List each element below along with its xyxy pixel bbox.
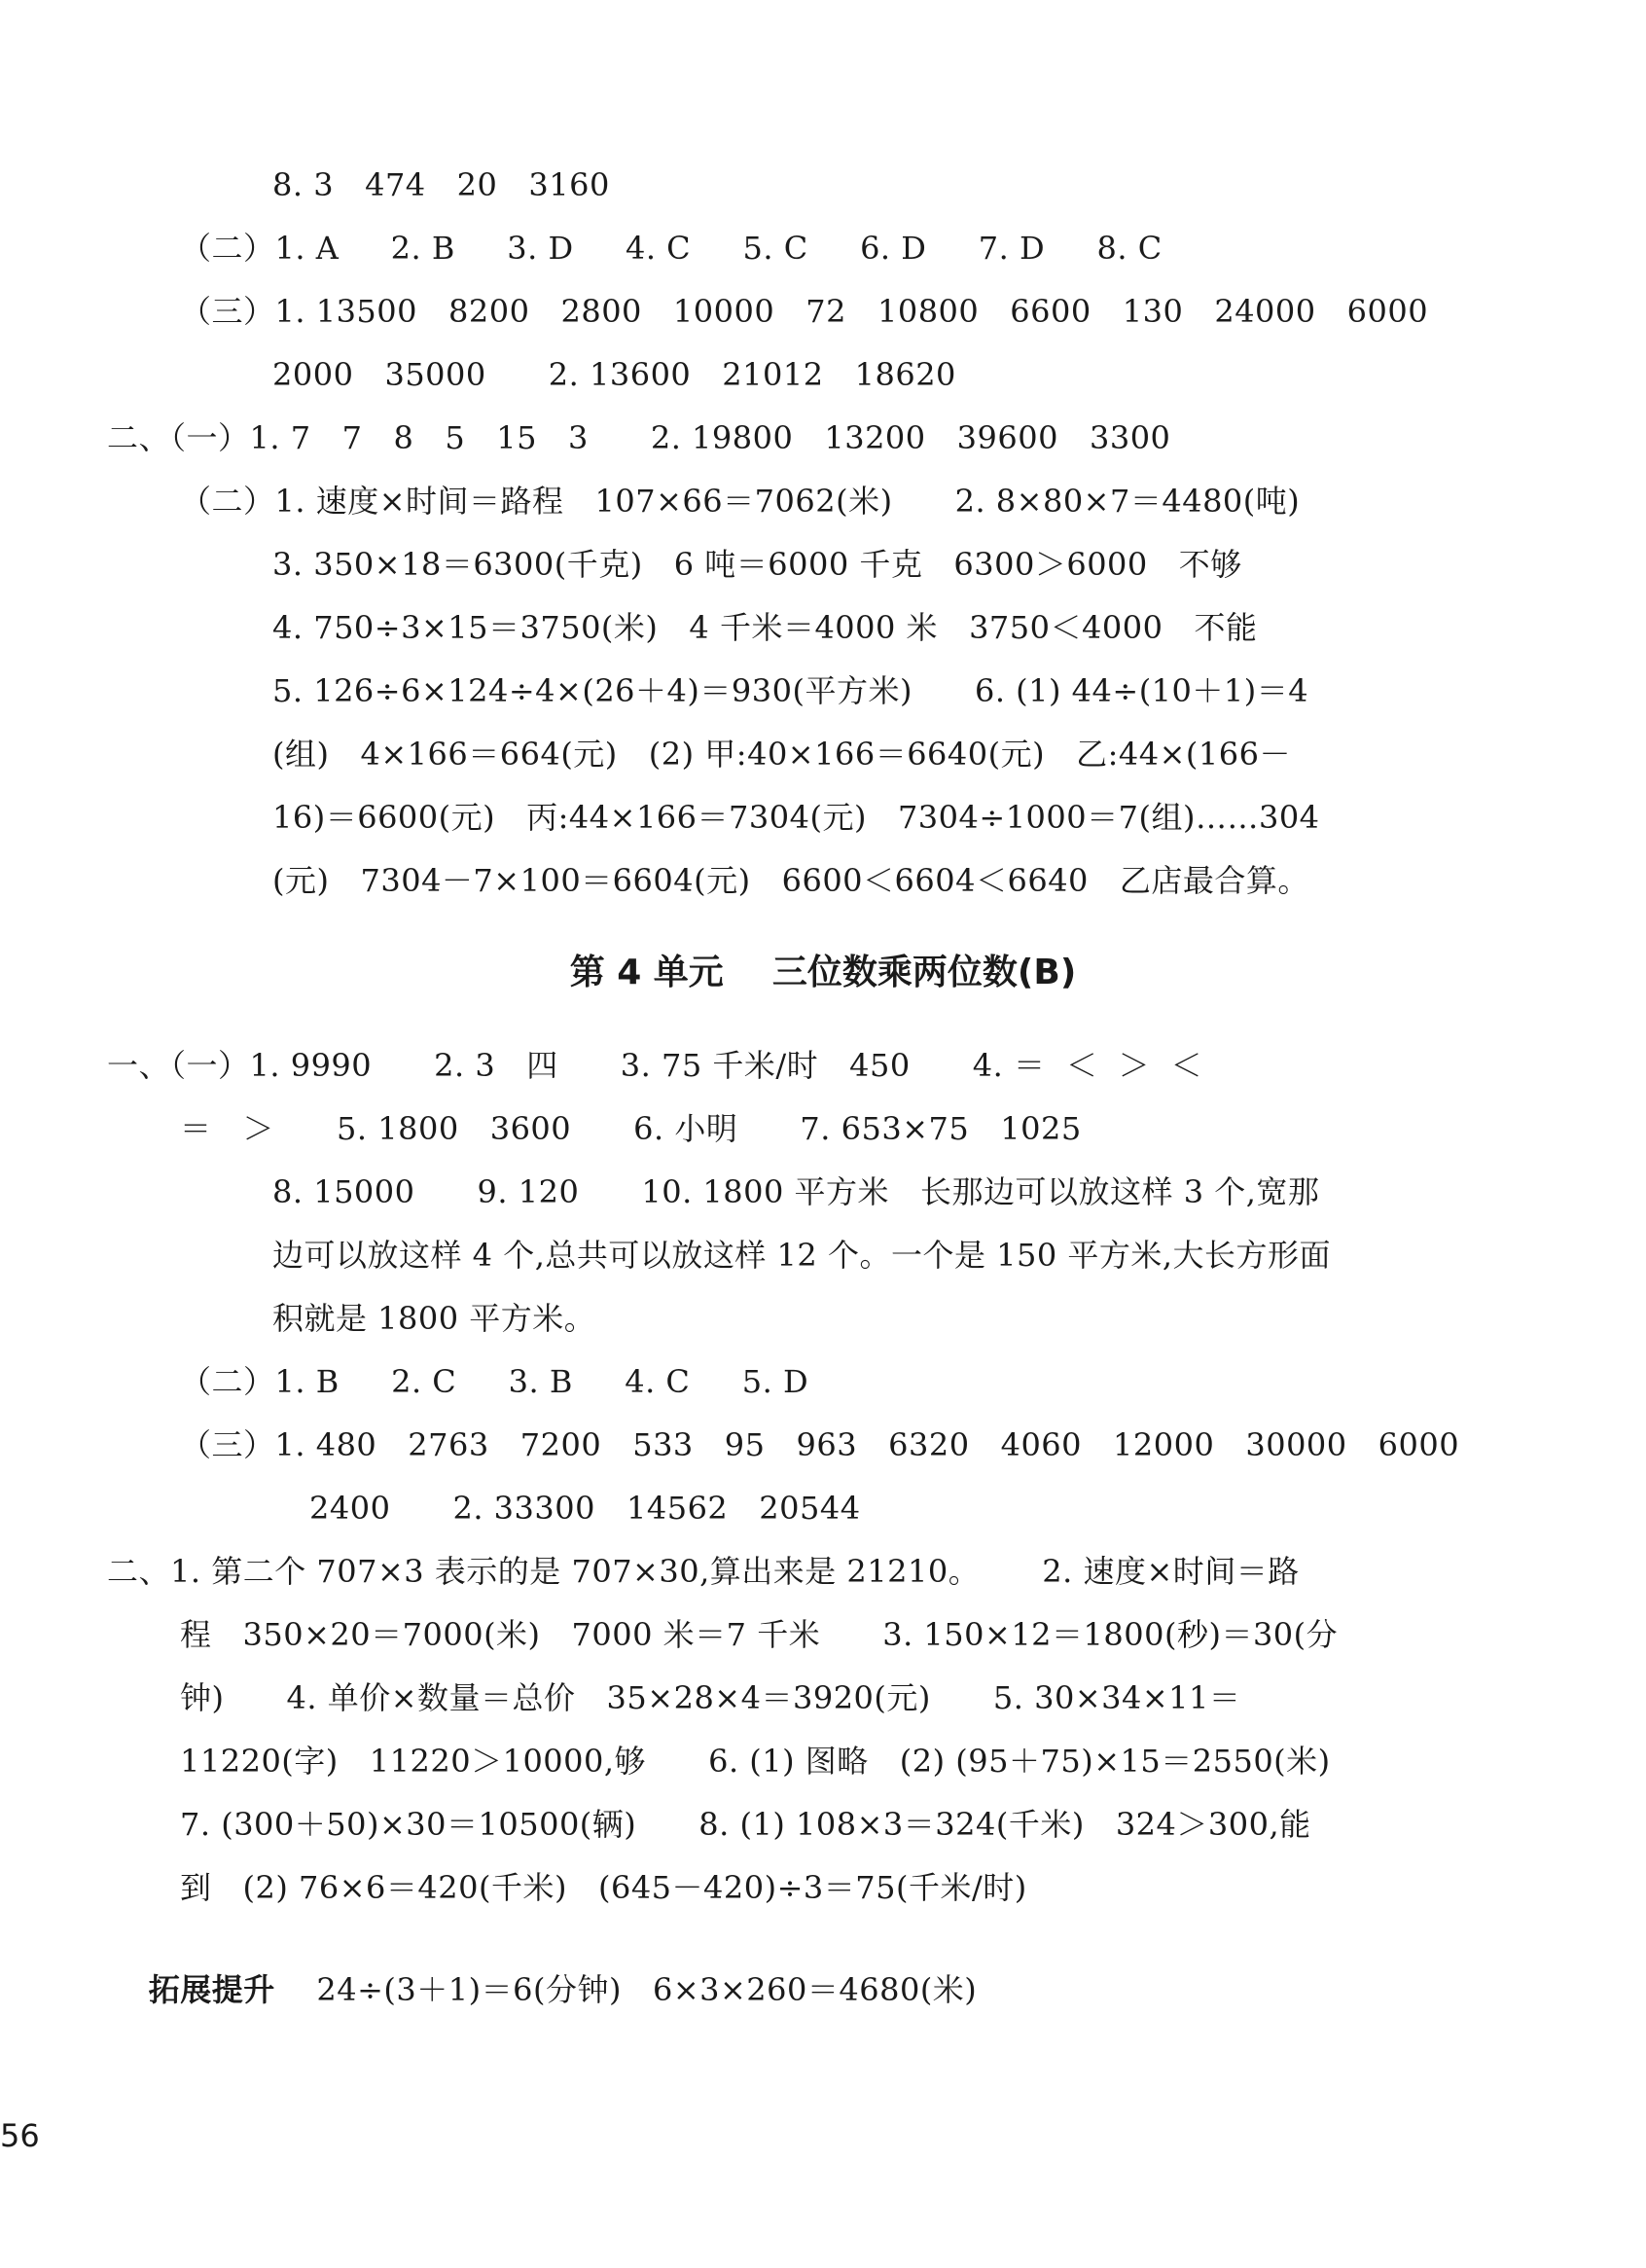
answer-line: （二）1. 速度×时间＝路程 107×66＝7062(米) 2. 8×80×7＝4480(吨) [180,483,1301,520]
answer-line: 3. 350×18＝6300(千克) 6 吨＝6000 千克 6300＞6000 不够 [272,546,1242,583]
answer-line: 二、（一）1. 7 7 8 5 15 3 2. 19800 13200 39600 3300 [107,419,1171,456]
answer-line: （二）1. A 2. B 3. D 4. C 5. C 6. D 7. D 8. C [180,230,1163,267]
answer-line: 11220(字) 11220＞10000,够 6. (1) 图略 (2) (95＋75)×15＝2550(米) [180,1743,1331,1780]
answer-line: （三）1. 480 2763 7200 533 95 963 6320 4060 12000 30000 6000 [180,1426,1460,1463]
answer-line: ＝ ＞ 5. 1800 3600 6. 小明 7. 653×75 1025 [180,1110,1082,1147]
answer-line: 到 (2) 76×6＝420(千米) (645－420)÷3＝75(千米/时) [180,1869,1027,1906]
section-heading: 第 4 单元 三位数乘两位数(B) [569,953,1077,992]
page-number: 56 [0,2117,40,2154]
answer-line: （三）1. 13500 8200 2800 10000 72 10800 6600 130 24000 6000 [180,293,1429,330]
answer-line: （二）1. B 2. C 3. B 4. C 5. D [180,1363,809,1400]
answer-line: 积就是 1800 平方米。 [272,1300,596,1337]
answer-line: 边可以放这样 4 个,总共可以放这样 12 个。一个是 150 平方米,大长方形面 [272,1237,1332,1274]
extension-section [107,1931,977,2048]
answer-line: 8. 15000 9. 120 10. 1800 平方米 长那边可以放这样 3 个,宽那 [272,1173,1320,1210]
answer-line: 5. 126÷6×124÷4×(26＋4)＝930(平方米) 6. (1) 44÷(10＋1)＝4 [272,672,1309,709]
extension-text: 24÷(3＋1)＝6(分钟) 6×3×260＝4680(米) [316,1971,978,2008]
answer-line: 4. 750÷3×15＝3750(米) 4 千米＝4000 米 3750＜4000 不能 [272,609,1258,646]
answer-line: 钟) 4. 单价×数量＝总价 35×28×4＝3920(元) 5. 30×34×11＝ [180,1679,1241,1716]
answer-line: (元) 7304－7×100＝6604(元) 6600＜6604＜6640 乙店最合算。 [272,862,1309,899]
answer-line: 二、1. 第二个 707×3 表示的是 707×30,算出来是 21210。 2. 速度×时间＝路 [107,1553,1300,1590]
answer-line: 16)＝6600(元) 丙:44×166＝7304(元) 7304÷1000＝7(组)……304 [272,799,1320,836]
answer-line: 7. (300＋50)×30＝10500(辆) 8. (1) 108×3＝324(千米) 324＞300,能 [180,1806,1311,1843]
answer-line: (组) 4×166＝664(元) (2) 甲:40×166＝6640(元) 乙:44×(166－ [272,736,1291,773]
answer-line: 2000 35000 2. 13600 21012 18620 [272,356,956,393]
answer-line: 8. 3 474 20 3160 [272,166,610,203]
answer-line: 2400 2. 33300 14562 20544 [309,1490,861,1527]
extension-label: 拓展提升 [148,1971,275,2008]
answer-line: 一、（一）1. 9990 2. 3 四 3. 75 千米/时 450 4. ＝ ＜ ＞ ＜ [107,1047,1203,1084]
answer-line: 程 350×20＝7000(米) 7000 米＝7 千米 3. 150×12＝1800(秒)＝30(分 [180,1616,1339,1653]
